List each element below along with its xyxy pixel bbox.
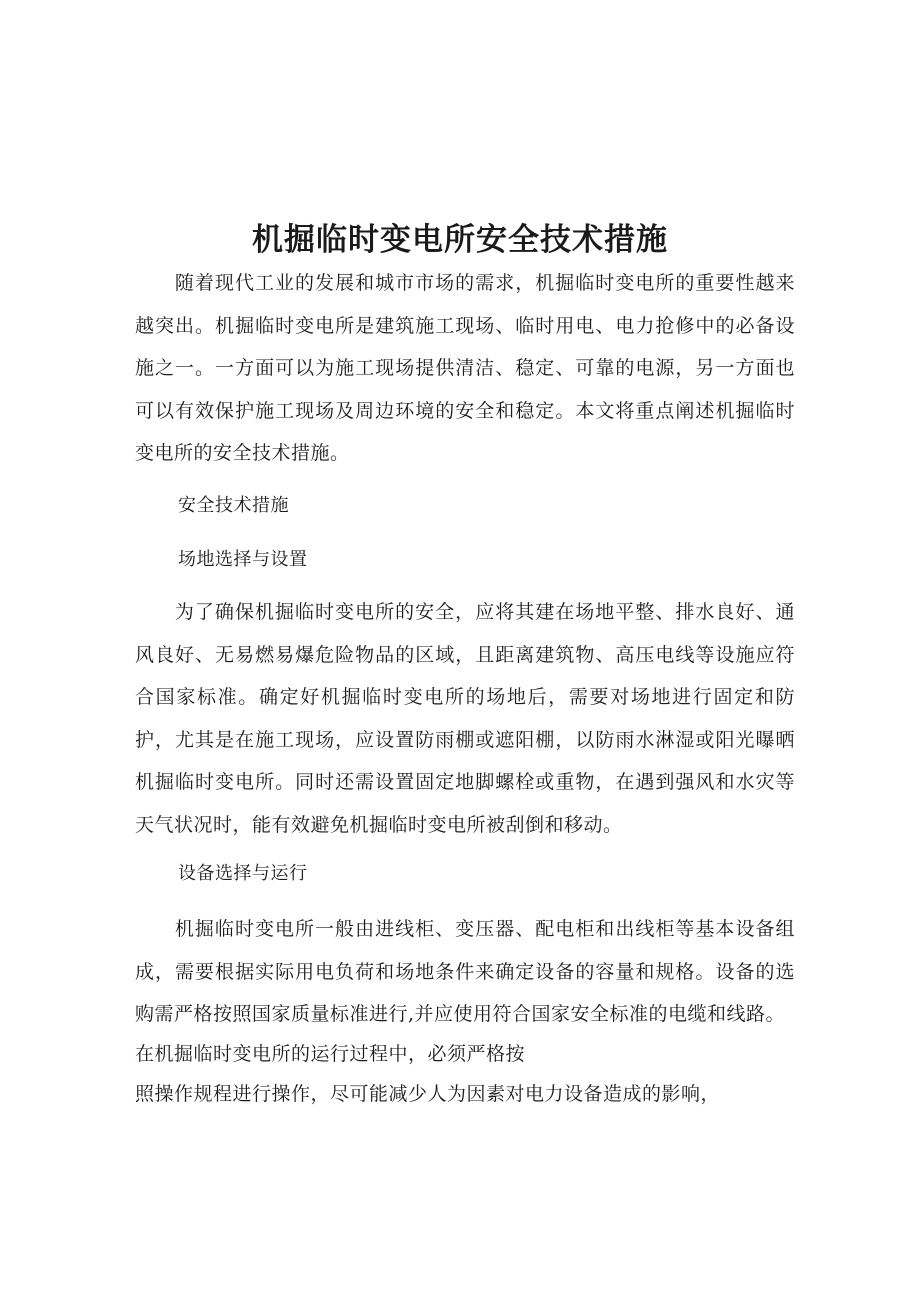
equipment-line-2: 在机掘临时变电所的运行过程中，必须严格按 [135,1043,526,1065]
equipment-line-3: 照操作规程进行操作，尽可能减少人为因素对电力设备造成的影响， [135,1083,721,1105]
equipment-paragraph: 机掘临时变电所一般由进线柜、变压器、配电柜和出线柜等基本设备组成，需要根据实际用电负荷和场地条件来确定设备的容量和规格。设备的选购需严格按照国家质量标准进行,并应使用符合国家安全标准的电缆和线路。 [135,918,795,1025]
subsection-heading-site: 场地选择与设置 [178,549,308,570]
subsection-heading-equipment: 设备选择与运行 [178,863,308,884]
document-title: 机掘临时变电所安全技术措施 [252,222,668,258]
intro-paragraph: 随着现代工业的发展和城市市场的需求，机掘临时变电所的重要性越来越突出。机掘临时变电所是建筑施工现场、临时用电、电力抢修中的必备设施之一。一方面可以为施工现场提供清洁、稳定、可靠的电源，另一方面也可以有效保护施工现场及周边环境的安全和稳定。本文将重点阐述机掘临时变电所的安全技术措施。 [135,272,795,464]
site-paragraph: 为了确保机掘临时变电所的安全，应将其建在场地平整、排水良好、通风良好、无易燃易爆危险物品的区域，且距离建筑物、高压电线等设施应符合国家标准。确定好机掘临时变电所的场地后，需要对场地进行固定和防护，尤其是在施工现场，应设置防雨棚或遮阳棚，以防雨水淋湿或阳光曝晒机掘临时变电所。同时还需设置固定地脚螺栓或重物，在遇到强风和水灾等天气状况时，能有效避免机掘临时变电所被刮倒和移动。 [135,601,795,836]
section-heading: 安全技术措施 [178,495,289,516]
